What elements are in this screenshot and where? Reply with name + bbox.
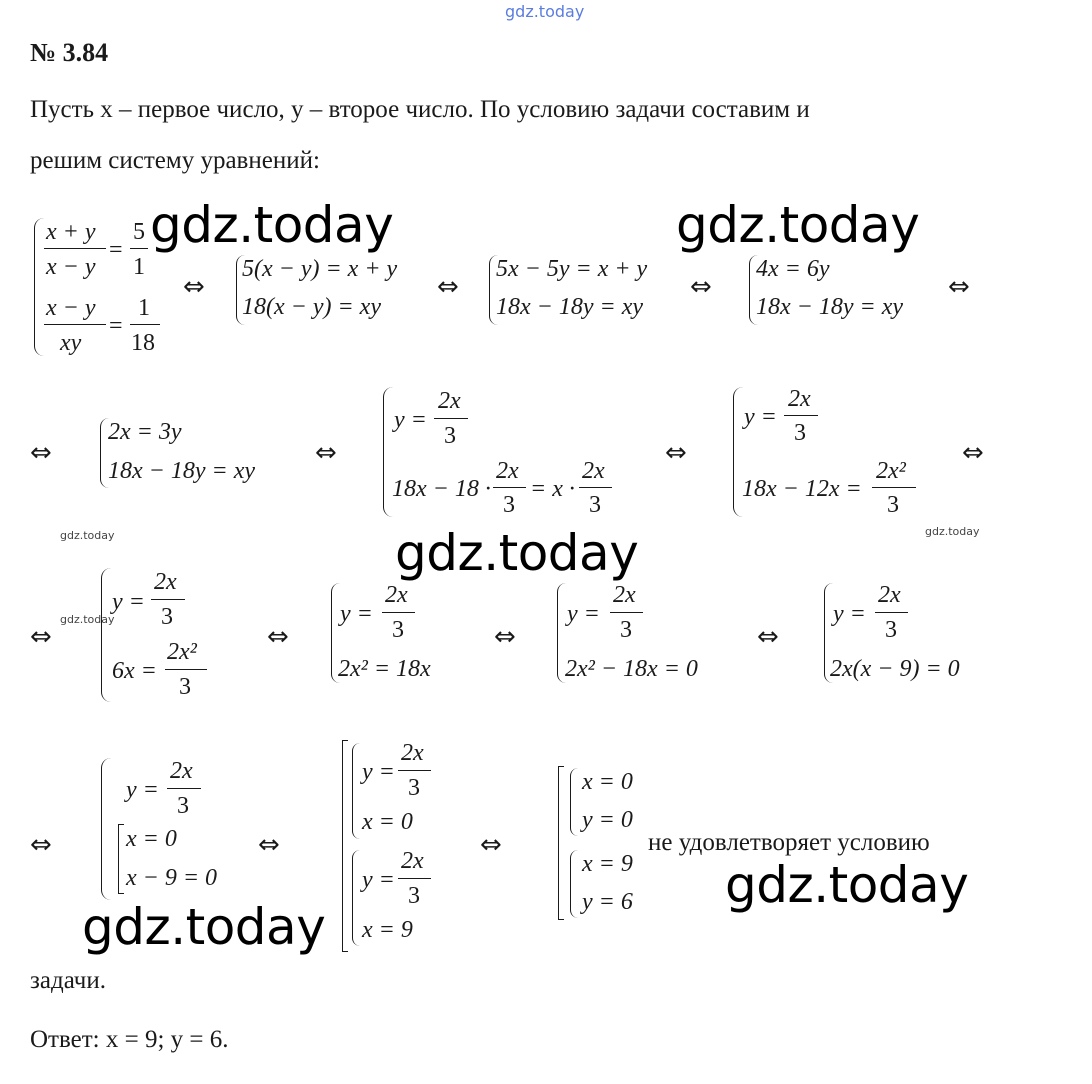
fraction-bar [151, 599, 185, 600]
brace [352, 743, 360, 839]
fraction-denominator: 3 [620, 617, 632, 643]
fraction-numerator: x + y [46, 219, 96, 245]
equation-part: 6x = [112, 658, 157, 684]
equivalence-arrow: ⇔ [757, 622, 779, 652]
fraction-bar [872, 487, 916, 488]
fraction-numerator: 1 [138, 295, 150, 321]
fraction-numerator: x − y [46, 295, 96, 321]
equivalence-arrow: ⇔ [30, 830, 52, 860]
equivalence-arrow: ⇔ [258, 830, 280, 860]
fraction-bar [579, 487, 612, 488]
answer-text: Ответ: x = 9; y = 6. [30, 1026, 229, 1053]
equation-line: 5(x − y) = x + y [242, 256, 398, 282]
equivalence-arrow: ⇔ [962, 438, 984, 468]
continuation-text: задачи. [30, 967, 106, 994]
fraction-bar [130, 248, 148, 249]
fraction-denominator: 3 [161, 604, 173, 630]
equation-line: 18x − 18y = xy [108, 458, 255, 484]
fraction-numerator: 2x [154, 569, 177, 595]
fraction-numerator: 2x [582, 458, 605, 484]
equation-line: 18x − 18y = xy [496, 294, 643, 320]
y-equals: y = [126, 777, 159, 803]
square-bracket [558, 766, 564, 920]
watermark-big: gdz.today [395, 524, 639, 582]
brace [34, 218, 45, 356]
fraction-bar [610, 612, 643, 613]
fraction-numerator: 2x² [876, 458, 906, 484]
intro-line-1: Пусть x – первое число, y – второе число. По условию задачи составим и [30, 96, 810, 123]
y-equals: y = [567, 601, 600, 627]
equivalence-arrow: ⇔ [690, 272, 712, 302]
y-equals: y = [362, 759, 395, 785]
fraction-denominator: 3 [179, 674, 191, 700]
fraction-numerator: 2x [788, 386, 811, 412]
fraction-bar [493, 487, 526, 488]
fraction-bar [398, 878, 431, 879]
equals-sign: = [109, 313, 123, 339]
y-equals: y = [833, 601, 866, 627]
fraction-numerator: 2x [401, 848, 424, 874]
fraction-bar [167, 788, 201, 789]
fraction-denominator: 3 [503, 492, 515, 518]
equation-line: 2x = 3y [108, 419, 182, 445]
brace [570, 850, 578, 918]
fraction-bar [382, 612, 415, 613]
watermark-big: gdz.today [676, 196, 920, 254]
case-line: x − 9 = 0 [126, 865, 218, 891]
watermark-big: gdz.today [150, 196, 394, 254]
fraction-bar [398, 770, 431, 771]
y-equals: y = [112, 589, 145, 615]
watermark-small: gdz.today [60, 613, 115, 626]
fraction-bar [44, 324, 106, 325]
fraction-bar [165, 669, 207, 670]
equivalence-arrow: ⇔ [315, 438, 337, 468]
fraction-denominator: 18 [131, 330, 155, 356]
fraction-numerator: 5 [133, 219, 145, 245]
equivalence-arrow: ⇔ [494, 622, 516, 652]
fraction-denominator: 3 [177, 793, 189, 819]
problem-number: № 3.84 [30, 38, 109, 67]
fraction-denominator: 3 [408, 883, 420, 909]
fraction-denominator: 3 [444, 423, 456, 449]
equivalence-arrow: ⇔ [30, 622, 52, 652]
fraction-numerator: 2x [401, 740, 424, 766]
fraction-bar [130, 324, 160, 325]
fraction-denominator: 3 [794, 420, 806, 446]
case-line: x = 0 [362, 809, 413, 835]
equation-line: 18x − 18y = xy [756, 294, 903, 320]
case-line: x = 0 [126, 826, 177, 852]
fraction-denominator: 3 [392, 617, 404, 643]
equation-line: 4x = 6y [756, 256, 830, 282]
case-line: x = 9 [582, 851, 633, 877]
fraction-bar [44, 248, 106, 249]
fraction-numerator: 2x [438, 388, 461, 414]
brace [101, 568, 111, 702]
y-equals: y = [362, 867, 395, 893]
fraction-numerator: 2x [385, 582, 408, 608]
watermark-big: gdz.today [725, 856, 969, 914]
fraction-denominator: xy [60, 330, 82, 356]
equivalence-arrow: ⇔ [183, 272, 205, 302]
equivalence-arrow: ⇔ [267, 622, 289, 652]
equivalence-arrow: ⇔ [665, 438, 687, 468]
equation-line: 2x² = 18x [338, 656, 431, 682]
note-text: не удовлетворяет условию [648, 829, 930, 856]
fraction-denominator: 3 [887, 492, 899, 518]
y-equals: y = [394, 407, 427, 433]
equation-line: 5x − 5y = x + y [496, 256, 648, 282]
watermark-small: gdz.today [925, 525, 980, 538]
brace [570, 768, 578, 836]
fraction-numerator: 2x² [167, 639, 197, 665]
case-line: x = 0 [582, 769, 633, 795]
equation-line: 2x(x − 9) = 0 [830, 656, 960, 682]
watermark-small: gdz.today [60, 529, 115, 542]
brace [101, 758, 111, 900]
fraction-numerator: 2x [878, 582, 901, 608]
fraction-denominator: 3 [589, 492, 601, 518]
brace [352, 850, 360, 946]
case-line: y = 6 [582, 889, 633, 915]
fraction-bar [875, 612, 908, 613]
square-bracket [118, 824, 124, 894]
fraction-denominator: 1 [133, 254, 145, 280]
y-equals: y = [340, 601, 373, 627]
intro-line-2: решим систему уравнений: [30, 147, 320, 174]
equivalence-arrow: ⇔ [480, 830, 502, 860]
fraction-bar [434, 418, 468, 419]
equation-part: 18x − 18 · [392, 476, 491, 502]
equals-sign: = [109, 237, 123, 263]
square-bracket [342, 740, 348, 952]
fraction-bar [784, 415, 818, 416]
equivalence-arrow: ⇔ [948, 272, 970, 302]
y-equals: y = [744, 404, 777, 430]
fraction-numerator: 2x [613, 582, 636, 608]
fraction-denominator: 3 [408, 775, 420, 801]
fraction-numerator: 2x [170, 758, 193, 784]
equivalence-arrow: ⇔ [30, 438, 52, 468]
case-line: y = 0 [582, 807, 633, 833]
equation-line: 18(x − y) = xy [242, 294, 381, 320]
equivalence-arrow: ⇔ [437, 272, 459, 302]
case-line: x = 9 [362, 917, 413, 943]
fraction-numerator: 2x [496, 458, 519, 484]
fraction-denominator: 3 [885, 617, 897, 643]
equation-part: 18x − 12x = [742, 476, 862, 502]
watermark-big: gdz.today [82, 898, 326, 956]
equation-line: 2x² − 18x = 0 [565, 656, 698, 682]
equation-part: = x · [530, 476, 575, 502]
watermark-top: gdz.today [505, 2, 585, 21]
fraction-denominator: x − y [46, 254, 96, 280]
